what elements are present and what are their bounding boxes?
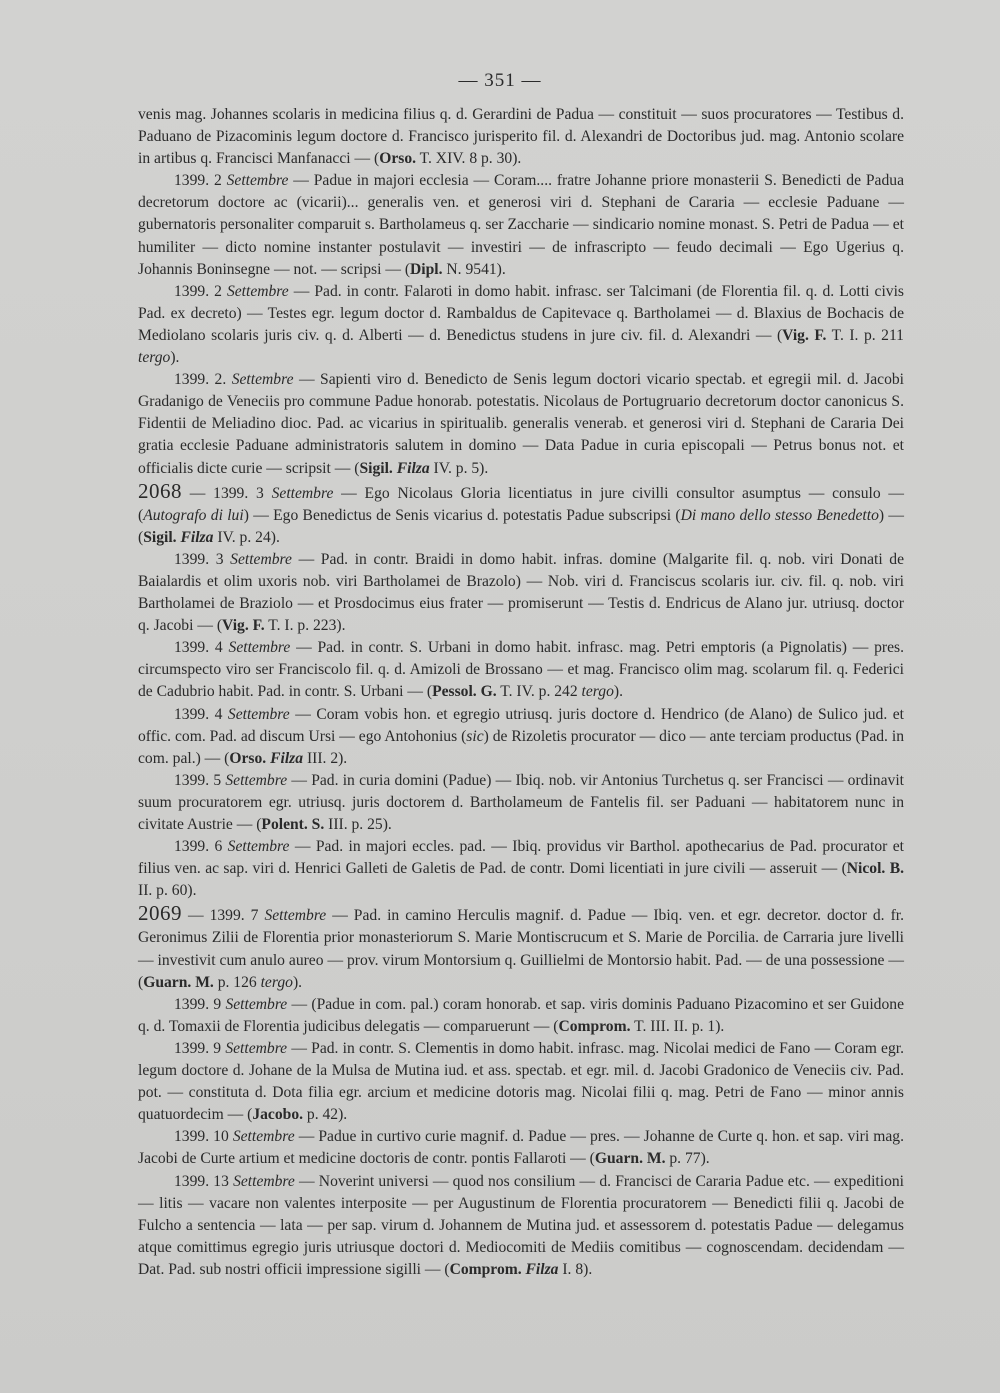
document-entry: 1399. 2. Settembre — Sapienti viro d. Benedicto de Senis legum doctori vicario spectab. et egregii mil. d. Jacobi Gradanigo de Veneciis pro commune Padue honorab. potestatis. Nicolaus de Portugruario decretorum doctor canonicus S. Fidentii de Meliadino dioc. Pad. ac vicarius in spiritualib. generalis venerab. et generosi viri d. Stephani de Cararia Dei gratia ecclesie Paduane administratoris salutem in domino — Data Padue in curia episcopali — Petrus bonus not. et officialis dicte curie — scripsit — (Sigil. Filza IV. p. 5).	[138, 371, 905, 477]
document-entry: 1399. 5 Settembre — Pad. in curia domini (Padue) — Ibiq. nob. vir Antonius Turchetus q. ser Francisci — ordinavit suum procuratorem egr. utriusq. juris doctorem d. Bartholameum de Fantelis fil. ser Paduani — habitatorem nunc in civitate Austrie — (Polent. S. III. p. 25).	[138, 771, 904, 833]
document-entry: 1399. 9 Settembre — Pad. in contr. S. Clementis in domo habit. infrasc. mag. Nicolai medici de Fano — Coram egr. legum doctore d. Johane de la Mulsa de Mutina iud. et ass. spectab. et egr. mil. d. Jacobi Gradonico de Veneciis civ. Pad. pot. — constituta d. Dota filia egr. arcium et medicine dotoris mag. Nicolai filii q. mag. Petri de Fano — minor annis quatuordecim — (Jacobo. p. 42).	[138, 1039, 904, 1124]
document-body	[138, 104, 904, 1281]
document-entry: venis mag. Johannes scolaris in medicina filius q. d. Gerardini de Padua — constituit — suos procuratores — Testibus d. Paduano de Pizacominis legum doctore d. Francisco jurisperito fil. d. Alexandri de Doctoribus jud. mag. Antonio scolare in artibus q. Francisci Manfanacci — (Orso. T. XIV. 8 p. 30).	[138, 106, 904, 168]
document-entry: 1399. 4 Settembre — Coram vobis hon. et egregio utriusq. juris doctore d. Hendrico (de Alano) de Sulico jud. et offic. com. Pad. ad discum Ursi — ego Antohonius (sic) de Rizoletis procurator — dico — ante terciam productus (Pad. in com. pal.) — (Orso. Filza III. 2).	[138, 705, 905, 767]
document-entry: 1399. 9 Settembre — (Padue in com. pal.) coram honorab. et sap. viris dominis Paduano Pizacomino et ser Guidone q. d. Tomaxii de Florentia judicibus delegatis — comparuerunt — (Comprom. T. III. II. p. 1).	[138, 995, 904, 1035]
document-entry: 1399. 2 Settembre — Pad. in contr. Falaroti in domo habit. infrasc. ser Talcimani (de Florentia fil. q. d. Lotti civis Pad. ex decreto) — Testes egr. legum doctor d. Rambaldus de Capitevace q. Bartholamei — d. Blaxius de Bochacis de Mediolano scolaris juris civ. q. d. Alberti — d. Benedictus studens in jure civ. fil. d. Alexandri — (Vig. F. T. I. p. 211 tergo).	[138, 282, 904, 367]
document-entry: 1399. 2 Settembre — Padue in majori ecclesia — Coram.... fratre Johanne priore monasterii S. Benedicti de Padua decretorum doctore ac (vicarii)... generalis ven. et generosi viri d. Stephani de Cararia — ecclesie Paduane — gubernatoris personaliter comparuit s. Bartholameus q. ser Zaccharie — sindicario nomine monast. S. Petri de Padua — et humiliter — dicto nomine instanter postulavit — investiri — de infrascripto — feudo decimali — Ego Ugerius q. Johannis Boninsegne — not. — scripsi — (Dipl. N. 9541).	[138, 172, 904, 278]
page-number: — 351 —	[458, 70, 542, 91]
document-entry: 1399. 3 Settembre — Pad. in contr. Braidi in domo habit. infras. domine (Malgarite fil. q. nob. viri Donati de Baialardis et olim uxoris nob. viri Bartholamei de Brazolo) — Nob. viri d. Franciscus scolaris iur. civ. fil. q. nob. viri Bartholamei de Braziolo — et Prosdocimus eius frater — promiserunt — Testis d. Endricus de Alano jur. utriusq. doctor q. Jacobi — (Vig. F. T. I. p. 223).	[138, 550, 905, 635]
document-entry: 1399. 6 Settembre — Pad. in majori eccles. pad. — Ibiq. providus vir Barthol. apothecarius de Pad. procurator et filius ven. ac sap. viri d. Henrici Galleti de Galetis de Pad. de contr. Domi licentiati in jure civili — asseruit — (Nicol. B. II. p. 60).	[138, 838, 904, 900]
document-entry: 2069 — 1399. 7 Settembre — Pad. in camino Herculis magnif. d. Padue — Ibiq. ven. et egr. decretor. doctor d. fr. Geronimus Zilii de Florentia prior monasteriorum S. Marie Montiscrucum et S. Marie de Porcilia. de Carraria jure livelli — investivit cum anulo aureo — prov. virum Montorsium q. Guillielmi de Montorsio habit. Pad. — de una possessione — (Guarn. M. p. 126 tergo).	[138, 901, 904, 991]
document-entry: 1399. 10 Settembre — Padue in curtivo curie magnif. d. Padue — pres. — Johanne de Curte q. hon. et sap. viri mag. Jacobi de Curte artium et medicine doctoris de contr. pontis Fallaroti — (Guarn. M. p. 77).	[138, 1128, 905, 1168]
document-entry: 1399. 4 Settembre — Pad. in contr. S. Urbani in domo habit. infrasc. mag. Petri emptoris (a Pignolatis) — pres. circumspecto viro ser Franciscolo fil. q. d. Amizoli de Brossano — et mag. Francisco olim mag. scolarum fil. q. Federici de Cadubrio habit. Pad. in contr. S. Urbani — (Pessol. G. T. IV. p. 242 tergo).	[138, 639, 905, 701]
document-entry: 1399. 13 Settembre — Noverint universi — quod nos consilium — d. Francisci de Cararia Padue etc. — expeditioni — litis — vacare non valentes interposite — per Augustinum de Florentia procuratorem — Benedicti filii q. Jacobi de Fulcho a sentencia — lata — per sap. virum d. Johannem de Mutina jud. et assessorem d. potestatis Padue — delegamus atque comittimus egregio juris utriusque doctori d. Mediocomiti de Mediis comitibus — cognoscendam. decidendam — Dat. Pad. sub nostri officii impressione sigilli — (Comprom. Filza I. 8).	[138, 1172, 904, 1278]
document-entry: 2068 — 1399. 3 Settembre — Ego Nicolaus Gloria licentiatus in jure civilli consultor asumptus — consulo — (Autografo di lui) — Ego Benedictus de Senis vicarius d. potestatis Padue subscripsi (Di mano dello stesso Benedetto) — (Sigil. Filza IV. p. 24).	[138, 478, 904, 546]
